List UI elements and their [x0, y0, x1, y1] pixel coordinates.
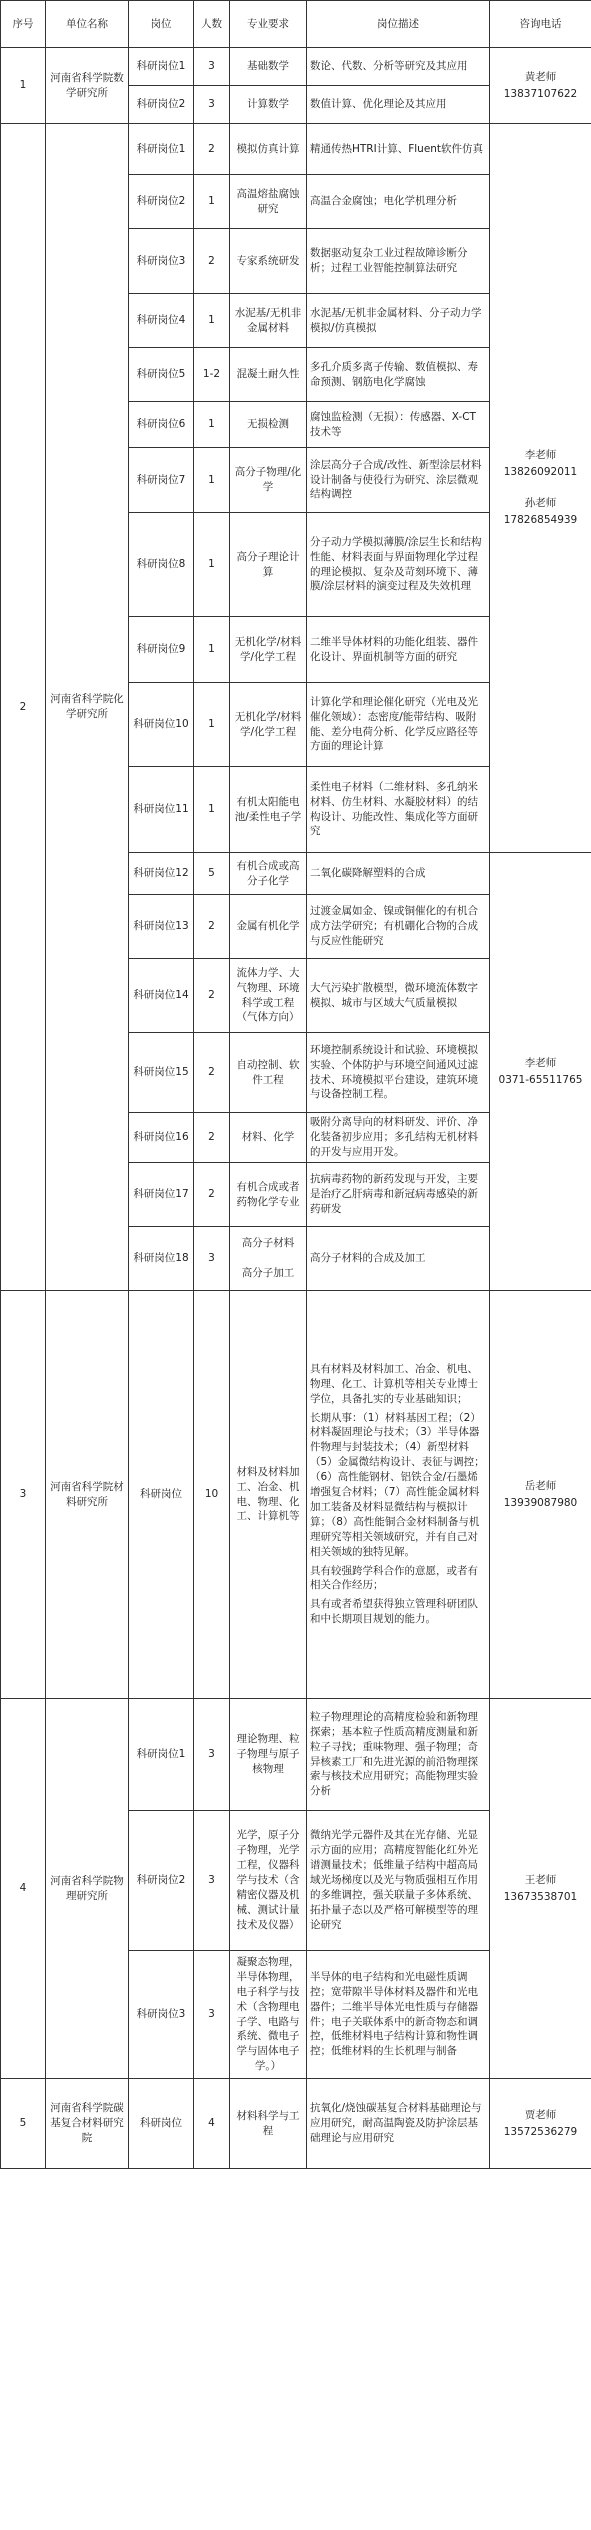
post-cell: 科研岗位13 — [129, 895, 194, 959]
major-cell: 高分子物理/化学 — [230, 448, 307, 513]
major-cell: 无机化学/材料学/化学工程 — [230, 617, 307, 683]
post-cell: 科研岗位17 — [129, 1163, 194, 1227]
desc-cell: 大气污染扩散模型，微环境流体数字模拟、城市与区域大气质量模拟 — [307, 959, 490, 1033]
post-cell: 科研岗位1 — [129, 124, 194, 175]
contact-cell — [490, 1699, 591, 2079]
contact-name: 岳老师 — [524, 1479, 557, 1492]
post-cell: 科研岗位2 — [129, 1811, 194, 1951]
post-cell: 科研岗位14 — [129, 959, 194, 1033]
desc-cell — [307, 1291, 490, 1699]
post-cell: 科研岗位3 — [129, 229, 194, 294]
desc-cell: 数论、代数、分析等研究及其应用 — [307, 48, 490, 86]
table-row — [1, 1699, 591, 1811]
major-cell: 自动控制、软件工程 — [230, 1033, 307, 1113]
desc-cell: 多孔介质多离子传输、数值模拟、寿命预测、钢筋电化学腐蚀 — [307, 348, 490, 402]
desc-cell: 计算化学和理论催化研究（光电及光催化领域）：态密度/能带结构、吸附能、差分电荷分析、化学反应路径等方面的理论计算 — [307, 683, 490, 767]
unit-cell: 河南省科学院化学研究所 — [46, 124, 129, 1291]
table-header — [1, 1, 591, 48]
major-cell: 模拟仿真计算 — [230, 124, 307, 175]
num-cell: 2 — [194, 959, 230, 1033]
contact-cell — [490, 2079, 591, 2169]
major-cell: 高分子材料 高分子加工 — [230, 1227, 307, 1291]
post-cell: 科研岗位1 — [129, 48, 194, 86]
header-num: 人数 — [194, 1, 230, 48]
unit-cell: 河南省科学院碳基复合材料研究院 — [46, 2079, 129, 2169]
major-cell: 无损检测 — [230, 402, 307, 448]
major-cell: 混凝土耐久性 — [230, 348, 307, 402]
major-cell: 有机太阳能电池/柔性电子学 — [230, 767, 307, 853]
contact-phone: 13837107622 — [503, 87, 578, 100]
major-cell: 高分子理论计算 — [230, 513, 307, 617]
contact-phone-2: 17826854939 — [503, 513, 578, 526]
major-cell: 无机化学/材料学/化学工程 — [230, 683, 307, 767]
desc-cell: 数据驱动复杂工业过程故障诊断分析；过程工业智能控制算法研究 — [307, 229, 490, 294]
post-cell: 科研岗位2 — [129, 175, 194, 229]
seq-cell: 4 — [1, 1699, 46, 2079]
major-cell: 专家系统研发 — [230, 229, 307, 294]
num-cell: 4 — [194, 2079, 230, 2169]
desc-paragraph: 具有或者希望获得独立管理科研团队和中长期项目规划的能力。 — [310, 1598, 478, 1626]
desc-cell: 腐蚀监检测（无损）：传感器、X-CT技术等 — [307, 402, 490, 448]
post-cell: 科研岗位 — [129, 1291, 194, 1699]
post-cell: 科研岗位7 — [129, 448, 194, 513]
desc-cell: 涂层高分子合成/改性、新型涂层材料设计制备与使役行为研究、涂层微观结构调控 — [307, 448, 490, 513]
num-cell: 1 — [194, 448, 230, 513]
major-cell: 流体力学、大气物理、环境科学或工程（气体方向） — [230, 959, 307, 1033]
num-cell: 2 — [194, 229, 230, 294]
desc-cell: 粒子物理理论的高精度检验和新物理探索；基本粒子性质高精度测量和新粒子寻找；重味物理、强子物理；奇异核素工厂和先进光源的前沿物理探索与核技术应用研究；高能物理实验分析 — [307, 1699, 490, 1811]
post-cell: 科研岗位12 — [129, 853, 194, 895]
desc-cell: 二维半导体材料的功能化组装、器件化设计、界面机制等方面的研究 — [307, 617, 490, 683]
num-cell: 3 — [194, 86, 230, 124]
contact-name: 李老师 — [524, 449, 557, 462]
contact-name: 贾老师 — [524, 2108, 557, 2121]
num-cell: 1 — [194, 617, 230, 683]
post-cell: 科研岗位2 — [129, 86, 194, 124]
num-cell: 1 — [194, 683, 230, 767]
post-cell: 科研岗位5 — [129, 348, 194, 402]
contact-phone: 13826092011 — [503, 466, 578, 479]
desc-cell: 水泥基/无机非金属材料、分子动力学模拟/仿真模拟 — [307, 294, 490, 348]
desc-paragraph: 长期从事：（1）材料基因工程；（2）材料凝固理论与技术；（3）半导体器件物理与封装技术；（4）新型材料（5）金属微结构设计、表征与调控；（6）高性能钢材、铝铁合金/石墨烯增强复合材料；（7）高性能金属材料加工装备及材料显微结构与模拟计算；（8）高性能铜合金材料制备与机理研究等相关领域研究，并有自己对相关领域的独特见解。 — [310, 1411, 485, 1558]
header-post: 岗位 — [129, 1, 194, 48]
post-cell: 科研岗位8 — [129, 513, 194, 617]
post-cell: 科研岗位9 — [129, 617, 194, 683]
desc-cell: 环境控制系统设计和试验、环境模拟实验、个体防护与环境空间通风过滤技术、环境模拟平台建设，建筑环境与设备控制工程。 — [307, 1033, 490, 1113]
post-cell: 科研岗位16 — [129, 1113, 194, 1163]
table-row — [1, 124, 591, 175]
seq-cell: 1 — [1, 48, 46, 124]
num-cell: 3 — [194, 1951, 230, 2079]
table-row — [1, 2079, 591, 2169]
contact-phone: 13673538701 — [503, 1890, 578, 1903]
desc-cell: 吸附分离导向的材料研发、评价、净化装备初步应用；多孔结构无机材料的开发与应用开发。 — [307, 1113, 490, 1163]
header-seq: 序号 — [1, 1, 46, 48]
contact-name: 黄老师 — [524, 70, 557, 83]
contact-name-2: 孙老师 — [524, 497, 557, 509]
major-cell: 材料科学与工程 — [230, 2079, 307, 2169]
seq-cell: 2 — [1, 124, 46, 1291]
contact-phone: 13939087980 — [503, 1496, 578, 1509]
num-cell: 1 — [194, 294, 230, 348]
post-cell: 科研岗位11 — [129, 767, 194, 853]
num-cell: 2 — [194, 1113, 230, 1163]
unit-cell: 河南省科学院物理研究所 — [46, 1699, 129, 2079]
table-body — [1, 48, 591, 2169]
desc-cell: 分子动力学模拟薄膜/涂层生长和结构性能、材料表面与界面物理化学过程的理论模拟、复杂及苛刻环境下、薄膜/涂层材料的演变过程及失效机理 — [307, 513, 490, 617]
desc-paragraph: 具有材料及材料加工、冶金、机电、物理、化工、计算机等相关专业博士学位，具备扎实的专业基础知识； — [310, 1362, 478, 1405]
desc-cell: 数值计算、优化理论及其应用 — [307, 86, 490, 124]
unit-cell: 河南省科学院数学研究所 — [46, 48, 129, 124]
header-unit: 单位名称 — [46, 1, 129, 48]
num-cell: 1 — [194, 402, 230, 448]
num-cell: 10 — [194, 1291, 230, 1699]
major-cell: 光学，原子分子物理，光学工程，仪器科学与技术（含精密仪器及机械、测试计量技术及仪器） — [230, 1811, 307, 1951]
seq-cell: 5 — [1, 2079, 46, 2169]
contact-phone: 0371-65511765 — [498, 1073, 583, 1086]
header-desc: 岗位描述 — [307, 1, 490, 48]
num-cell: 3 — [194, 1699, 230, 1811]
desc-cell: 精通传热HTRI计算、Fluent软件仿真 — [307, 124, 490, 175]
major-cell: 材料及材料加工、冶金、机电、物理、化工、计算机等 — [230, 1291, 307, 1699]
post-cell: 科研岗位4 — [129, 294, 194, 348]
header-major: 专业要求 — [230, 1, 307, 48]
contact-phone: 13572536279 — [503, 2125, 578, 2138]
num-cell: 5 — [194, 853, 230, 895]
major-cell: 理论物理、粒子物理与原子核物理 — [230, 1699, 307, 1811]
post-cell: 科研岗位10 — [129, 683, 194, 767]
major-cell: 高温熔盐腐蚀研究 — [230, 175, 307, 229]
num-cell: 3 — [194, 1227, 230, 1291]
contact-name: 李老师 — [524, 1056, 557, 1069]
contact-name: 王老师 — [524, 1873, 557, 1886]
post-cell: 科研岗位18 — [129, 1227, 194, 1291]
num-cell: 1 — [194, 175, 230, 229]
contact-cell — [490, 1291, 591, 1699]
num-cell: 2 — [194, 895, 230, 959]
desc-cell: 抗病毒药物的新药发现与开发，主要是治疗乙肝病毒和新冠病毒感染的新药研发 — [307, 1163, 490, 1227]
seq-cell: 3 — [1, 1291, 46, 1699]
table-row — [1, 48, 591, 86]
num-cell: 2 — [194, 124, 230, 175]
major-cell: 有机合成或高分子化学 — [230, 853, 307, 895]
major-cell: 计算数学 — [230, 86, 307, 124]
num-cell: 3 — [194, 48, 230, 86]
post-cell: 科研岗位 — [129, 2079, 194, 2169]
desc-paragraphs — [310, 1362, 486, 1627]
post-cell: 科研岗位1 — [129, 1699, 194, 1811]
major-cell: 材料、化学 — [230, 1113, 307, 1163]
major-cell: 凝聚态物理，半导体物理，电子科学与技术（含物理电子学、电路与系统、微电子学与固体电子学。） — [230, 1951, 307, 2079]
contact-cell — [490, 124, 591, 853]
post-cell: 科研岗位6 — [129, 402, 194, 448]
num-cell: 2 — [194, 1033, 230, 1113]
table-row — [1, 1291, 591, 1699]
desc-cell: 高分子材料的合成及加工 — [307, 1227, 490, 1291]
post-cell: 科研岗位15 — [129, 1033, 194, 1113]
contact-gap — [493, 481, 588, 495]
desc-cell: 微纳光学元器件及其在光存储、光显示方面的应用；高精度智能化红外光谱测量技术；低维量子结构中超高局域光场梯度以及光与物质强相互作用的多维调控，强关联量子多体系统、拓扑量子态以及严格可解模型等的理论研究 — [307, 1811, 490, 1951]
major-cell: 基础数学 — [230, 48, 307, 86]
header-phone: 咨询电话 — [490, 1, 591, 48]
desc-cell: 柔性电子材料（二维材料、多孔纳米材料、仿生材料、水凝胶材料）的结构设计、功能改性、集成化等方面研究 — [307, 767, 490, 853]
major-cell: 水泥基/无机非金属材料 — [230, 294, 307, 348]
major-cell: 金属有机化学 — [230, 895, 307, 959]
desc-cell: 过渡金属如金、镍或铜催化的有机合成方法学研究；有机硼化合物的合成与反应性能研究 — [307, 895, 490, 959]
major-cell: 有机合成或者药物化学专业 — [230, 1163, 307, 1227]
desc-cell: 二氧化碳降解塑料的合成 — [307, 853, 490, 895]
contact-cell — [490, 48, 591, 124]
desc-cell: 抗氧化/烧蚀碳基复合材料基础理论与应用研究，耐高温陶瓷及防护涂层基础理论与应用研究 — [307, 2079, 490, 2169]
num-cell: 1 — [194, 513, 230, 617]
desc-cell: 高温合金腐蚀；电化学机理分析 — [307, 175, 490, 229]
post-cell: 科研岗位3 — [129, 1951, 194, 2079]
desc-cell: 半导体的电子结构和光电磁性质调控；宽带隙半导体材料及器件和光电器件；二维半导体光电性质与存储器件；电子关联体系中的新奇物态和调控，低维材料电子结构计算和物性调控；低维材料的生长机理与制备 — [307, 1951, 490, 2079]
num-cell: 3 — [194, 1811, 230, 1951]
num-cell: 1 — [194, 767, 230, 853]
desc-paragraph: 具有较强跨学科合作的意愿，或者有相关合作经历； — [310, 1564, 478, 1592]
contact-cell — [490, 853, 591, 1291]
num-cell: 1-2 — [194, 348, 230, 402]
num-cell: 2 — [194, 1163, 230, 1227]
unit-cell: 河南省科学院材料研究所 — [46, 1291, 129, 1699]
